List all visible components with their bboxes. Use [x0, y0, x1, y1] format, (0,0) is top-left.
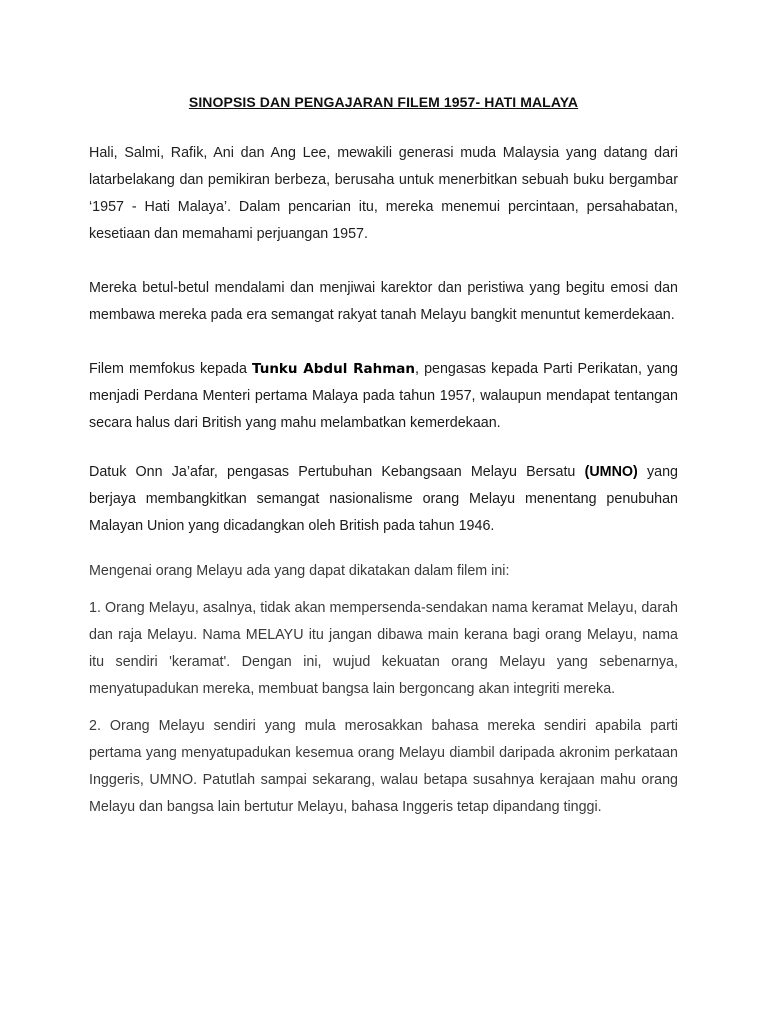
paragraph-tunku-text-before: Filem memfokus kepada	[89, 361, 252, 377]
tunku-abdul-rahman-name: Tunku Abdul Rahman	[251, 361, 416, 377]
paragraph-tunku-text-after: , pengasas kepada Parti Perikatan, yang menjadi Perdana Menteri pertama Malaya pada tahun 1957, walaupun mendapat tentangan secara halus dari British yang mahu melambatkan kemerdekaan.	[89, 361, 678, 431]
document-title: SINOPSIS DAN PENGAJARAN FILEM 1957- HATI MALAYA	[188, 94, 579, 110]
document-body	[89, 92, 678, 821]
umno-acronym: (UMNO)	[584, 464, 638, 480]
lesson-item-2: 2. Orang Melayu sendiri yang mula merosakkan bahasa mereka sendiri apabila parti pertama yang menyatupadukan kesemua orang Melayu diambil daripada akronim perkataan Inggeris, UMNO. Patutlah sampai sekarang, walau betapa susahnya kerajaan mahu orang Melayu dan bangsa lain bertutur Melayu, bahasa Inggeris tetap dipandang tinggi.	[89, 718, 678, 815]
lesson-item-1: 1. Orang Melayu, asalnya, tidak akan mempersenda-sendakan nama keramat Melayu, darah dan raja Melayu. Nama MELAYU itu jangan dibawa main kerana bagi orang Melayu, nama itu sendiri 'keramat'. Dengan ini, wujud kekuatan orang Melayu yang sebenarnya, menyatupadukan mereka, membuat bangsa lain bergoncang akan integriti mereka.	[89, 600, 678, 697]
paragraph-tunku	[89, 356, 678, 437]
paragraph-onn-text-before: Datuk Onn Ja’afar, pengasas Pertubuhan Kebangsaan Melayu Bersatu	[89, 464, 585, 480]
paragraph-onn-jaafar	[89, 459, 678, 540]
paragraph-emotion: Mereka betul-betul mendalami dan menjiwai karektor dan peristiwa yang begitu emosi dan membawa mereka pada era semangat rakyat tanah Melayu bangkit menuntut kemerdekaan.	[89, 280, 678, 323]
paragraph-synopsis: Hali, Salmi, Rafik, Ani dan Ang Lee, mewakili generasi muda Malaysia yang datang dari latarbelakang dan pemikiran berbeza, berusaha untuk menerbitkan sebuah buku bergambar ‘1957 - Hati Malaya’. Dalam pencarian itu, mereka menemui percintaan, persahabatan, kesetiaan dan memahami perjuangan 1957.	[89, 145, 678, 242]
paragraph-intro-lessons: Mengenai orang Melayu ada yang dapat dikatakan dalam filem ini:	[89, 563, 510, 579]
paragraph-onn-text-after: yang berjaya membangkitkan semangat nasionalisme orang Melayu menentang penubuhan Malayan Union yang dicadangkan oleh British pada tahun 1946.	[89, 464, 678, 534]
